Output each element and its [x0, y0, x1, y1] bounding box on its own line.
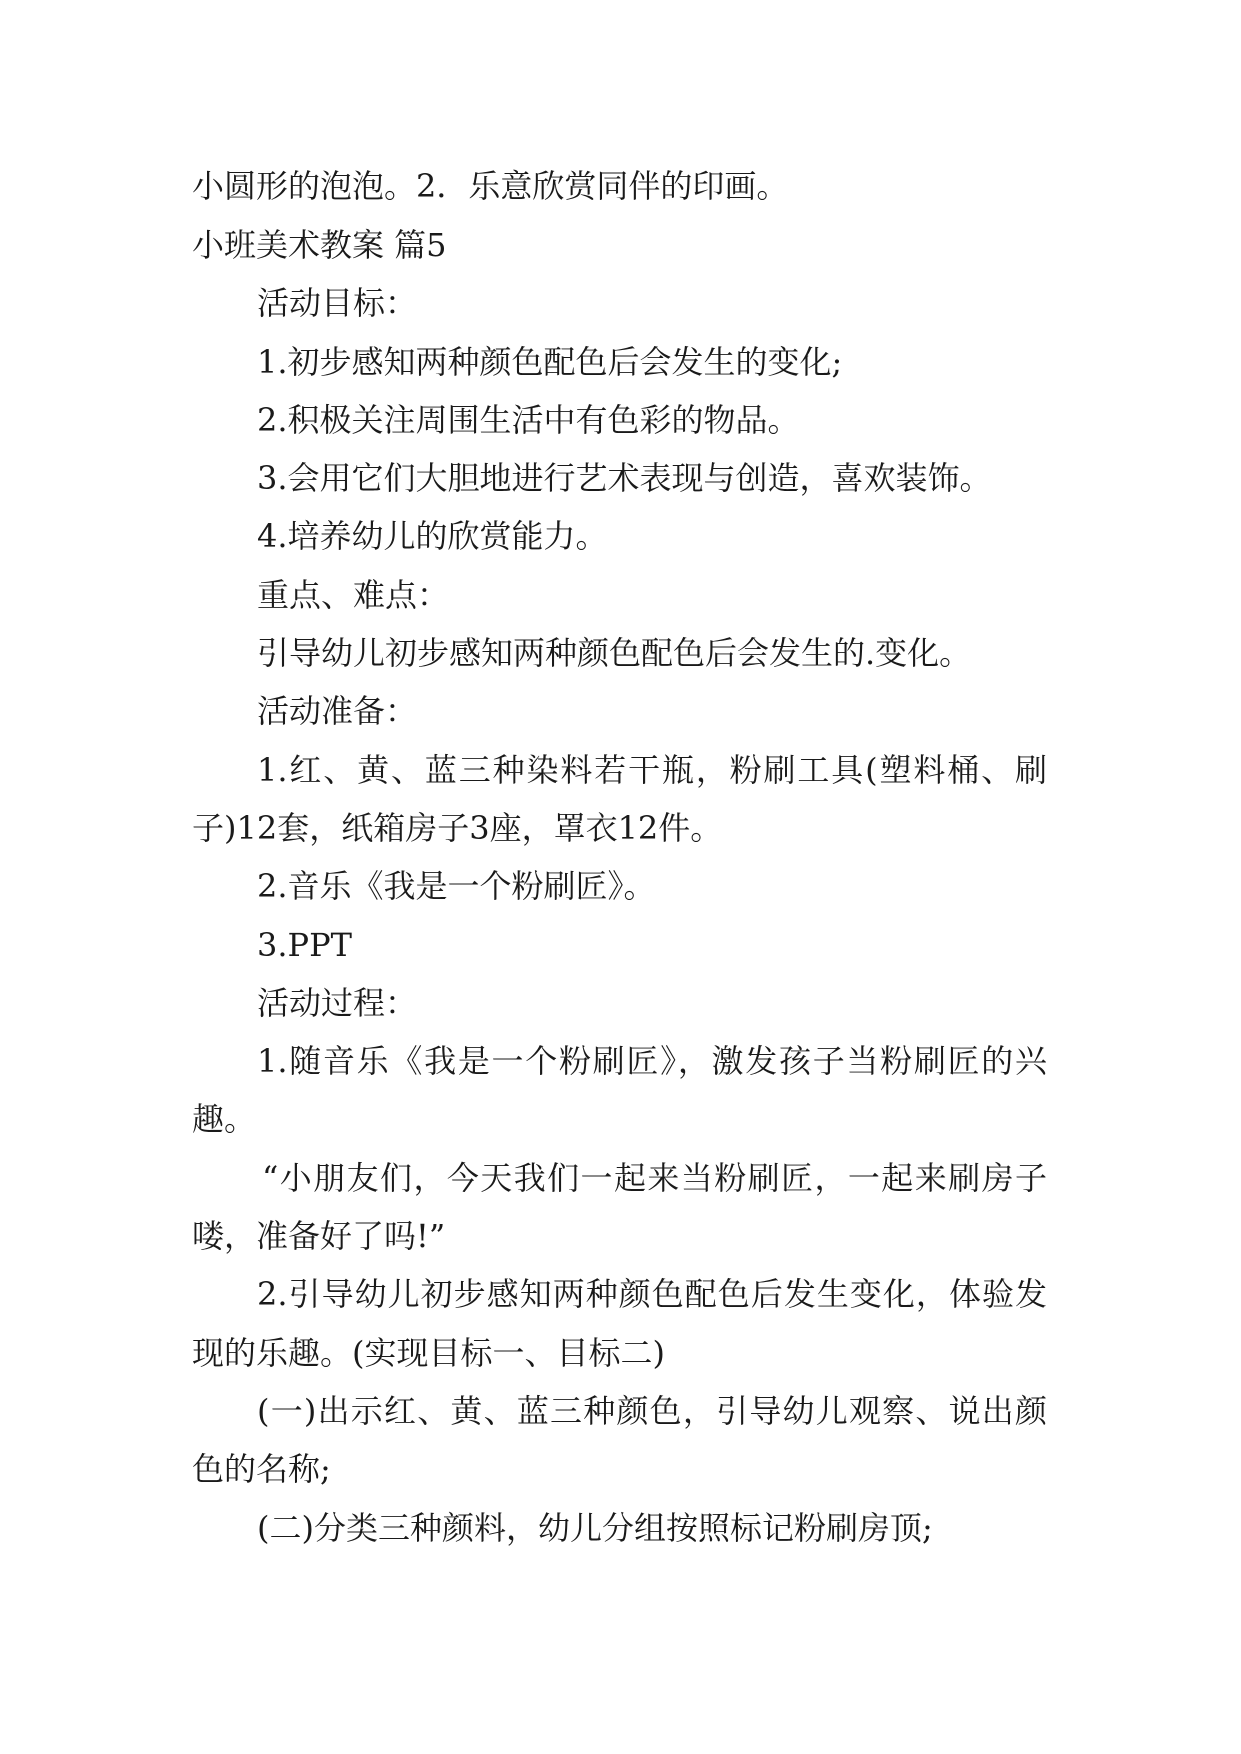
list-item: 4.培养幼儿的欣赏能力。	[257, 517, 608, 555]
list-item: (二)分类三种颜料，幼儿分组按照标记粉刷房顶;	[257, 1509, 933, 1547]
paragraph-line: 引导幼儿初步感知两种颜色配色后会发生的.变化。	[257, 634, 972, 672]
subheading-key-points: 重点、难点：	[257, 576, 450, 614]
list-item: 1.随音乐《我是一个粉刷匠》，激发孩子当粉刷匠的兴	[257, 1042, 1047, 1080]
list-item: 1.初步感知两种颜色配色后会发生的变化;	[257, 343, 843, 381]
quote-line-continuation: 喽，准备好了吗!”	[192, 1217, 446, 1255]
subheading-process: 活动过程：	[257, 984, 418, 1022]
list-item-continuation: 趣。	[192, 1100, 257, 1138]
quote-line: “小朋友们，今天我们一起来当粉刷匠，一起来刷房子	[262, 1159, 1047, 1197]
list-item: (一)出示红、黄、蓝三种颜色，引导幼儿观察、说出颜	[257, 1392, 1047, 1430]
subheading-activity-goals: 活动目标：	[257, 284, 418, 322]
list-item: 2.引导幼儿初步感知两种颜色配色后发生变化，体验发	[257, 1275, 1047, 1313]
list-item-continuation: 现的乐趣。(实现目标一、目标二)	[192, 1334, 665, 1372]
list-item: 2.积极关注周围生活中有色彩的物品。	[257, 401, 800, 439]
section-heading: 小班美术教案 篇5	[192, 226, 447, 264]
list-item: 3.会用它们大胆地进行艺术表现与创造，喜欢装饰。	[257, 459, 992, 497]
list-item-continuation: 色的名称;	[192, 1450, 331, 1488]
subheading-preparation: 活动准备：	[257, 692, 418, 730]
list-item: 2.音乐《我是一个粉刷匠》。	[257, 867, 656, 905]
list-item: 1.红、黄、蓝三种染料若干瓶，粉刷工具(塑料桶、刷	[257, 751, 1047, 789]
paragraph-line: 小圆形的泡泡。2．乐意欣赏同伴的印画。	[192, 167, 789, 205]
list-item-continuation: 子)12套，纸箱房子3座，罩衣12件。	[192, 809, 723, 847]
list-item: 3.PPT	[257, 926, 352, 964]
